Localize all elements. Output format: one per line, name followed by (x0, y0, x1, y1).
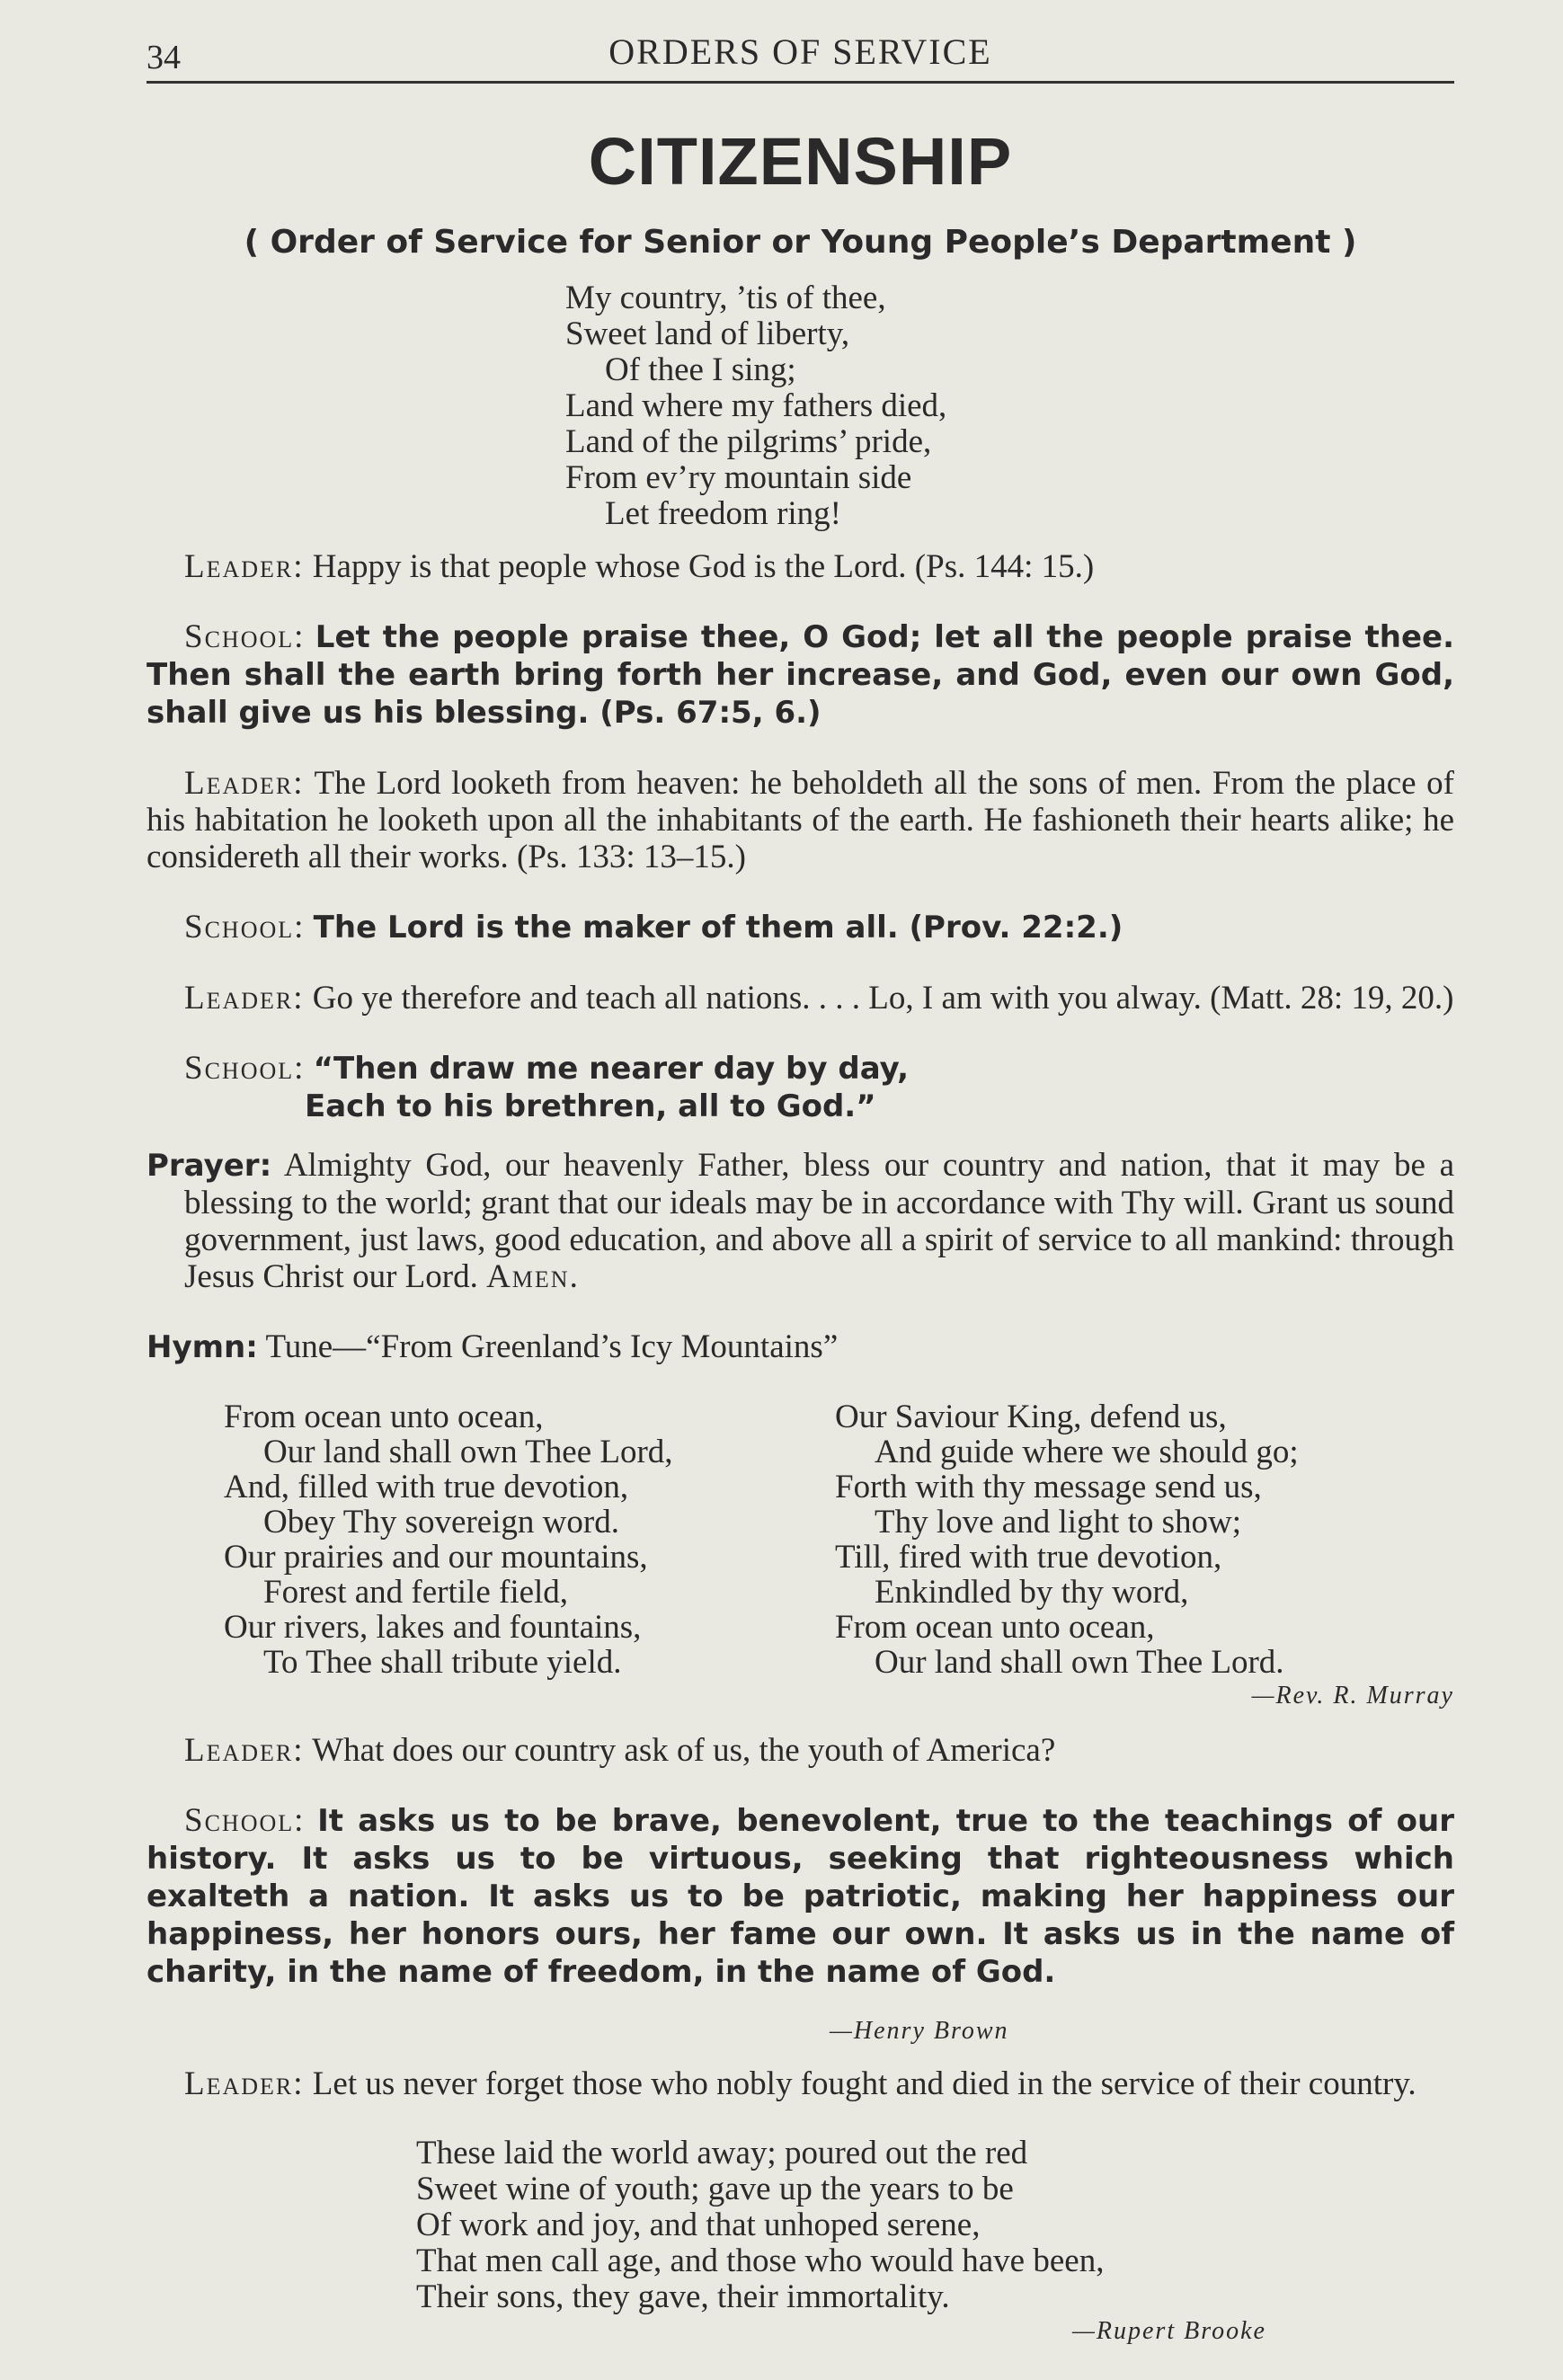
book-page (147, 27, 1454, 2346)
hymn-line: To Thee shall tribute yield. (263, 1644, 622, 1681)
leader-label: Leader: (184, 2065, 305, 2102)
hymn-line: Till, fired with true devotion, (835, 1539, 1222, 1576)
running-header (147, 27, 1454, 79)
hymn-line: Our Saviour King, defend us, (835, 1399, 1227, 1435)
leader-label: Leader: (184, 980, 305, 1017)
hymn-line: And guide where we should go; (875, 1434, 1299, 1470)
hymn-line: And, filled with true devotion, (224, 1469, 629, 1505)
hymn-line: Thy love and light to show; (875, 1504, 1241, 1541)
hymn-line: Our rivers, lakes and fountains, (224, 1609, 642, 1646)
hymn-line: Our prairies and our mountains, (224, 1539, 648, 1576)
verse-line: That men call age, and those who would have been, (416, 2242, 1105, 2279)
prayer (147, 1147, 1454, 1295)
hymn-line: Forth with thy message send us, (835, 1469, 1262, 1505)
leader-response (147, 980, 1454, 1017)
hymn-line: Our land shall own Thee Lord. (875, 1644, 1284, 1681)
leader-label: Leader: (184, 548, 305, 585)
hymn-line: Our land shall own Thee Lord, (263, 1434, 673, 1470)
school-response (147, 909, 1454, 946)
response-text: Let the people praise thee, O God; let all the people praise thee. Then shall the earth bring forth her increase, and God, even our own God, shall give us his blessing. (Ps. 67:5, 6.) (147, 619, 1455, 731)
verse-line: Of thee I sing; (605, 351, 796, 388)
response-text: Let us never forget those who nobly fought and died in the service of their country. (312, 2065, 1416, 2102)
leader-response (147, 765, 1454, 875)
verse-line: These laid the world away; poured out the red (416, 2135, 1028, 2171)
hymn-line: Forest and fertile field, (263, 1574, 569, 1611)
school-label: School: (184, 1050, 306, 1087)
verse-line: Their sons, they gave, their immortality. (416, 2278, 950, 2315)
verse-line: My country, ’tis of thee, (565, 280, 886, 316)
leader-label: Leader: (184, 1732, 305, 1769)
closing-verse (416, 2136, 1454, 2315)
hymn-label: Hymn: (147, 1329, 258, 1365)
school-response (147, 1802, 1454, 1991)
hymn-column-right (835, 1399, 1299, 1680)
page-subtitle: ( Order of Service for Senior or Young People’s Department ) (244, 224, 1357, 261)
hymn-heading (147, 1328, 1454, 1366)
verse-line: Land of the pilgrims’ pride, (565, 423, 932, 460)
hymn-verses (147, 1399, 1454, 1680)
hymn-line: From ocean unto ocean, (835, 1609, 1155, 1646)
verse-line: Land where my fathers died, (565, 387, 947, 424)
response-text: The Lord is the maker of them all. (Prov. 22:2.) (313, 910, 1123, 946)
verse-line: Sweet wine of youth; gave up the years to be (416, 2171, 1014, 2207)
hymn-tune: Tune—“From Greenland’s Icy Mountains” (265, 1328, 839, 1365)
hymn-line: From ocean unto ocean, (224, 1399, 544, 1435)
verse-line: Sweet land of liberty, (565, 315, 850, 352)
page-number: 34 (147, 39, 181, 76)
prayer-label: Prayer: (147, 1148, 272, 1184)
verse-line: From ev’ry mountain side (565, 459, 912, 496)
opening-verse (565, 280, 1454, 532)
hymn-column-left (224, 1399, 835, 1680)
running-title: ORDERS OF SERVICE (608, 31, 992, 72)
header-rule (147, 81, 1454, 84)
school-response (147, 1050, 1454, 1125)
hymn-attribution: —Rev. R. Murray (1251, 1682, 1454, 1710)
prayer-amen: Amen. (486, 1258, 580, 1295)
school-label: School: (184, 618, 306, 655)
response-text: Each to his brethren, all to God.” (305, 1088, 876, 1124)
school-label: School: (184, 1802, 306, 1839)
leader-response (147, 548, 1454, 585)
leader-response (147, 1732, 1454, 1769)
leader-label: Leader: (184, 765, 305, 802)
verse-line: Let freedom ring! (605, 495, 841, 532)
response-text: “Then draw me nearer day by day, (313, 1051, 910, 1087)
response-text: Happy is that people whose God is the Lord. (Ps. 144: 15.) (312, 548, 1095, 585)
response-text: What does our country ask of us, the youth of America? (312, 1732, 1056, 1769)
prayer-text: Almighty God, our heavenly Father, bless our country and nation, that it may be a blessing to the world; grant that our ideals may be in accordance with Thy will. Grant us sound government, just laws, good education, and above all a spirit of service to all mankind: through Jesus Christ our Lord. (184, 1147, 1454, 1295)
hymn-line: Enkindled by thy word, (875, 1574, 1189, 1611)
closing-attribution: —Rupert Brooke (1072, 2317, 1266, 2345)
school-response (147, 618, 1454, 732)
response-text: The Lord looketh from heaven: he beholdeth all the sons of men. From the place of his habitation he looketh upon all the inhabitants of the earth. He fashioneth their hearts alike; he considereth all their works. (Ps. 133: 13–15.) (147, 765, 1454, 875)
school-label: School: (184, 909, 306, 946)
response-text: It asks us to be brave, benevolent, true to the teachings of our history. It asks us to be virtuous, seeking that righteousness which exalteth a nation. It asks us to be patriotic, making her happiness our happiness, her honors ours, her fame our own. It asks us in the name of charity, in the name of freedom, in the name of God. (147, 1803, 1454, 1990)
leader-response (147, 2065, 1454, 2102)
page-title: CITIZENSHIP (588, 124, 1013, 199)
response-text: Go ye therefore and teach all nations. . . . Lo, I am with you alway. (Matt. 28: 19, 20.) (312, 980, 1454, 1017)
hymn-line: Obey Thy sovereign word. (263, 1504, 619, 1541)
school-response-attribution: —Henry Brown (830, 2017, 1009, 2045)
verse-line: Of work and joy, and that unhoped serene, (416, 2207, 981, 2243)
